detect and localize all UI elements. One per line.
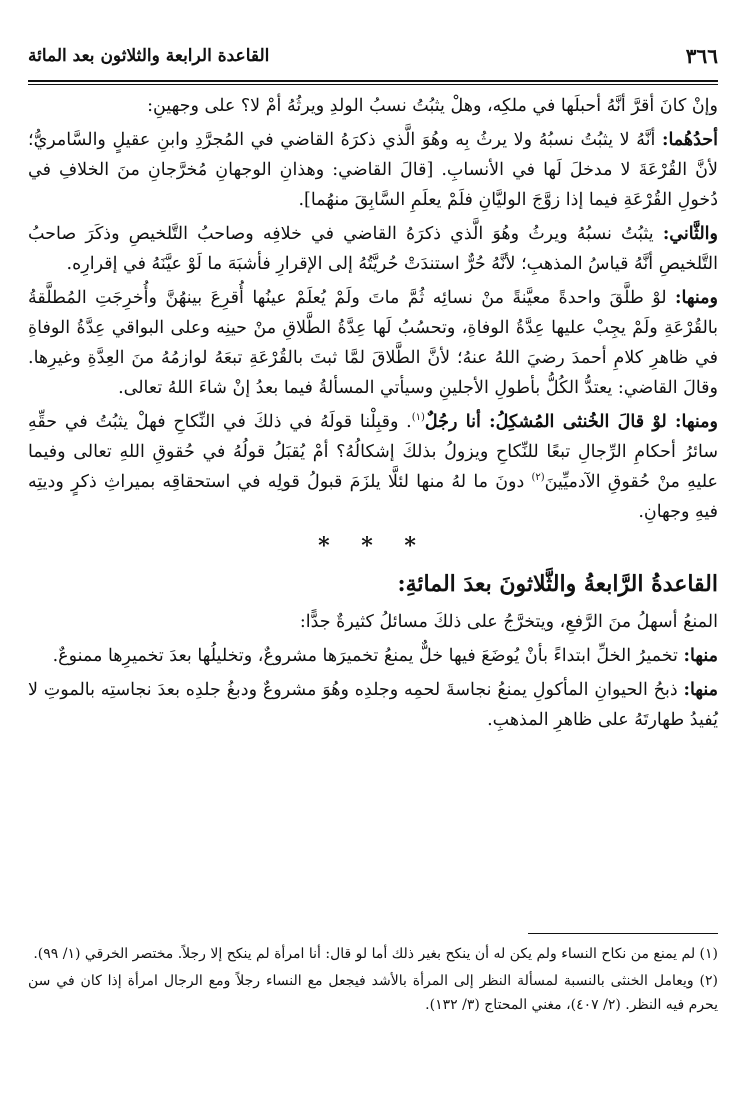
paragraph-text: ذبحُ الحيوانِ المأكولِ يمنعُ نجاسةَ لحمِه وجلدِه وهُوَ مشروعٌ ودبغُ جلدِه بعدَ نجاستِه بالموتِ لا يُفيدُ طهارتَهُ على ظاهرِ المذهبِ. xyxy=(28,680,718,730)
footnote-2: (٢) ويعامل الخنثى بالنسبة لمسألة النظر إلى المرأة بالأشد فيجعل مع النساء رجلاً ومع الرجال امرأة إذا كان في سن يحرم فيه النظر. (٢/ ٤٠٧)، مغني المحتاج (٣/ ١٣٢). xyxy=(28,973,718,1013)
paragraph xyxy=(28,91,718,121)
paragraph-text: المنعُ أسهلُ منَ الرَّفعِ، ويتخرَّجُ على ذلكَ مسائلُ كثيرةٌ جدًّا: xyxy=(299,612,718,632)
paragraph xyxy=(28,607,718,637)
paragraph-text: لوْ طلَّقَ واحدةً معيَّنةً منْ نسائِه ثُمَّ ماتَ ولَمْ يُعلَمْ عينُها أُقرِعَ بينهُنَّ وأُخرِجَتِ المُطلَّقةُ بالقُرْعَةِ ولَمْ يجِبْ عليها عِدَّةُ الوفاةِ، وتحسُبُ لَها عِدَّةُ الطَّلاقِ منْ حينِه وعلى البواقي عِدَّةُ الوفاةِ في ظاهرِ كلامِ أحمدَ رضيَ اللهُ عنهُ؛ لأنَّ الطَّلاقَ لمَّا ثبتَ بالقُرْعَةِ تبعَهُ لوازمُهُ منَ العِدَّةِ وغيرِها. وقالَ القاضي: يعتدُّ الكُلُّ بأطولِ الأجلينِ وسيأتي المسألةُ فيما بعدُ إنْ شاءَ اللهُ تعالى. xyxy=(28,288,718,398)
header-rule-thin xyxy=(28,84,718,85)
paragraph xyxy=(28,675,718,735)
section-separator: * * * xyxy=(318,533,428,559)
footnote-ref-2: (٢) xyxy=(531,472,545,484)
paragraph xyxy=(28,641,718,671)
main-text xyxy=(28,91,718,739)
paragraph-lead: ومنها: xyxy=(675,288,718,308)
header-rule xyxy=(28,80,718,82)
paragraph xyxy=(28,125,718,215)
paragraph-text: أنَّهُ لا يثبُتُ نسبُهُ ولا يرثُ بِه وهُوَ الَّذي ذكرَهُ القاضي في المُجرَّدِ وابنِ عقيلٍ والسَّامريُّ؛ لأنَّ القُرْعَةَ لا مدخلَ لَها في الأنسابِ. [قالَ القاضي: وهذانِ الوجهانِ مُخرَّجانِ منَ الخلافِ في دُخولِ القُرْعَةِ فيما إذا زوَّجَ الوليَّانِ فلَمْ يعلَمِ السَّابِقَ منهُما]. xyxy=(28,130,718,210)
paragraph-bold-text: لوْ قالَ الخُنثى المُشكِلُ: أنا رجُلٌ xyxy=(424,412,676,432)
paragraph-lead: والثَّاني: xyxy=(662,224,718,244)
paragraph-text: دونَ ما لهُ منها لئلَّا يلزَمَ قبولُ قولِه في استحقاقِه بميراثِ ذكرٍ وديتِه فيهِ وجهانِ. xyxy=(28,472,718,522)
paragraph xyxy=(28,219,718,279)
section-title: القاعدةُ الرَّابعةُ والثَّلاثونَ بعدَ المائةِ: xyxy=(397,571,718,597)
paragraph-text: وإنْ كانَ أقرَّ أنَّهُ أحبلَها في ملكِه، وهلْ يثبُتُ نسبُ الولدِ ويرثُهُ أمْ لا؟ على وجهينِ: xyxy=(147,96,718,116)
book-page xyxy=(28,28,718,1078)
footnotes xyxy=(28,933,718,1020)
page-header xyxy=(28,40,718,78)
paragraph-text: . وقبِلْنا قولَهُ في ذلكَ في النِّكاحِ فهلْ يثبُتُ في حقِّهِ سائرُ أحكامِ الرِّجالِ تبعًا للنِّكاحِ ويزولُ بذلكَ إشكالُهُ؟ أمْ يُقبَلُ قولُهُ في حُقوقِ اللهِ تعالى وفيما عليهِ منْ حُقوقِ الآدميِّينَ xyxy=(28,412,718,492)
paragraph xyxy=(28,283,718,403)
paragraph-text: يثبُتُ نسبُهُ ويرثُ وهُوَ الَّذي ذكرَهُ القاضي في خلافِه وصاحبُ التَّلخيصِ وذكَرَ صاحبُ التَّلخيصِ أنَّهُ قياسُ المذهبِ؛ لأنَّهُ حُرٌّ استندَتْ حُريَّتُهُ إلى الإقرارِ فأشبَهَ ما لَوْ عيَّنَهُ في إقرارِه. xyxy=(28,224,718,274)
paragraph-text: تخميرُ الخلِّ ابتداءً بأنْ يُوضَعَ فيها خلٌّ يمنعُ تخميرَها مشروعٌ، وتخليلُها بعدَ تخميرِها ممنوعٌ. xyxy=(52,646,684,666)
running-title: القاعدة الرابعة والثلاثون بعد المائة xyxy=(28,46,270,66)
page-number: ٣٦٦ xyxy=(685,44,718,68)
paragraph-lead: منها: xyxy=(683,680,718,700)
paragraph-lead: ومنها: xyxy=(675,412,718,432)
footnote-rule xyxy=(528,933,718,934)
paragraph-lead: منها: xyxy=(683,646,718,666)
footnote-ref-1: (١) xyxy=(411,412,425,424)
paragraph xyxy=(28,407,718,527)
paragraph-lead: أحدُهُما: xyxy=(661,130,718,150)
footnote-1: (١) لم يمنع من نكاح النساء ولم يكن له أن ينكح بغير ذلك أما لو قال: أنا امرأة لم ينكح إلا رجلاً. مختصر الخرقي (١/ ٩٩). xyxy=(33,946,718,962)
